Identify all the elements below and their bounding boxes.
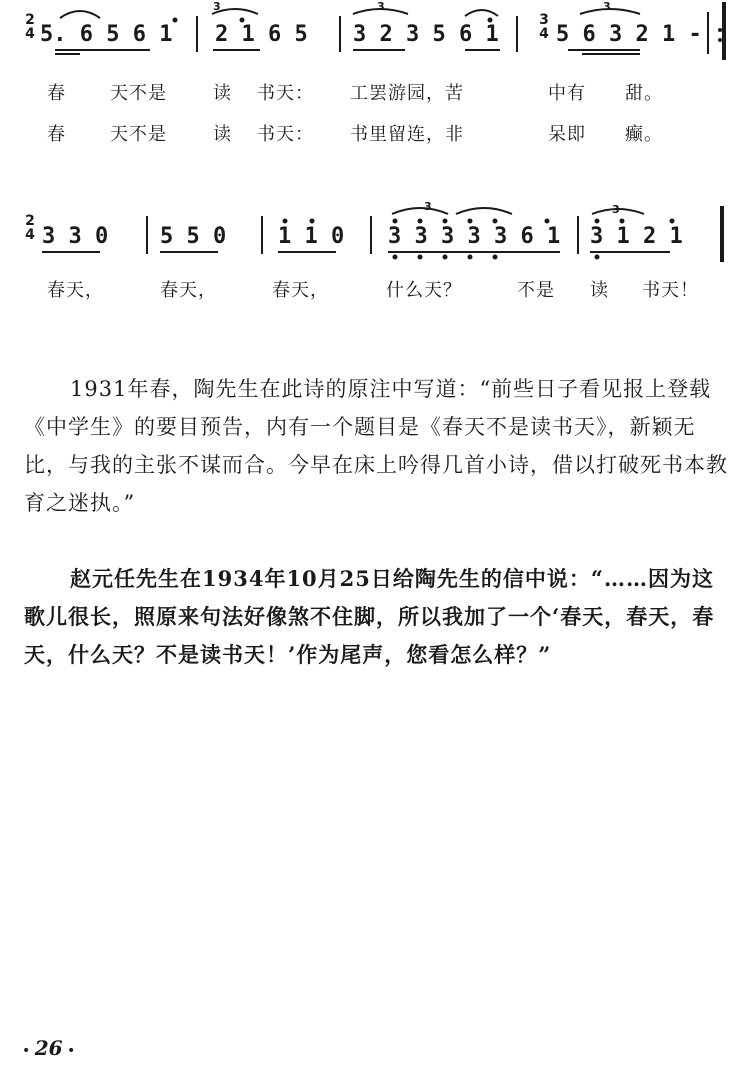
triplet-mark: 3 [612,203,620,216]
lyric: 天不是 [110,124,167,145]
page-number: • 26 • [22,1036,76,1060]
time-signature: 2 4 [25,213,35,243]
lyric: 书天： [257,124,314,145]
score-markings [0,0,750,300]
triplet-mark: 3 [424,200,432,213]
lyric: 不是 [517,280,555,301]
lyric: 书里留连，非 [350,124,464,145]
paragraph: 1931年春，陶先生在此诗的原注中写道：“前些日子看见报上登载《中学生》的要目预告，内有一个题目是《春天不是读书天》，新颖无比，与我的主张不谋而合。今早在床上吟得几首小诗，借以打破死书本教育之迷执。” [24,377,728,515]
lyric: 中有 [548,83,586,104]
score-bar: 3 3 0 [42,224,109,249]
score-bar: 5 6 3 2 1 - [556,22,702,47]
lyric: 读 [590,280,609,301]
score-bar: 1 1 0 [278,224,345,249]
lyric: 春 [47,83,66,104]
lyric: 春天， [272,280,329,301]
lyric: 读 [213,124,232,145]
lyric: 春 [47,124,66,145]
triplet-mark: 3 [213,0,221,13]
score-bar: 3 2 3 5 6 1 [353,22,499,47]
lyric: 癫。 [625,124,663,145]
lyric: 春天， [160,280,217,301]
lyric: 呆即 [548,124,586,145]
score-bar: 5 5 0 [160,224,227,249]
lyric: 天不是 [110,83,167,104]
score-bar: 2 1 6 5 [215,22,308,47]
triplet-mark: 3 [603,0,611,13]
lyric: 工罢游园，苦 [350,83,464,104]
score-bar: 3 3 3 3 3 6 1 [388,224,561,249]
triplet-mark: 3 [377,0,385,13]
paragraph: 赵元任先生在1934年10月25日给陶先生的信中说：“……因为这歌儿很长，照原来句法好像煞不住脚，所以我加了一个‘春天，春天，春天，什么天？不是读书天！’作为尾声，您看怎么样？” [24,566,715,667]
lyric: 什么天？ [386,280,462,301]
time-signature: 3 4 [539,12,549,42]
lyric: 甜。 [625,83,663,104]
lyric: 读 [213,83,232,104]
lyric: 春天， [47,280,104,301]
score-bar: 5. 6 5 6 1 [40,22,173,47]
lyric: 书天： [257,83,314,104]
score-bar: 3 1 2 1 [590,224,683,249]
lyric: 书天！ [642,280,699,301]
time-signature: 2 4 [25,12,35,42]
